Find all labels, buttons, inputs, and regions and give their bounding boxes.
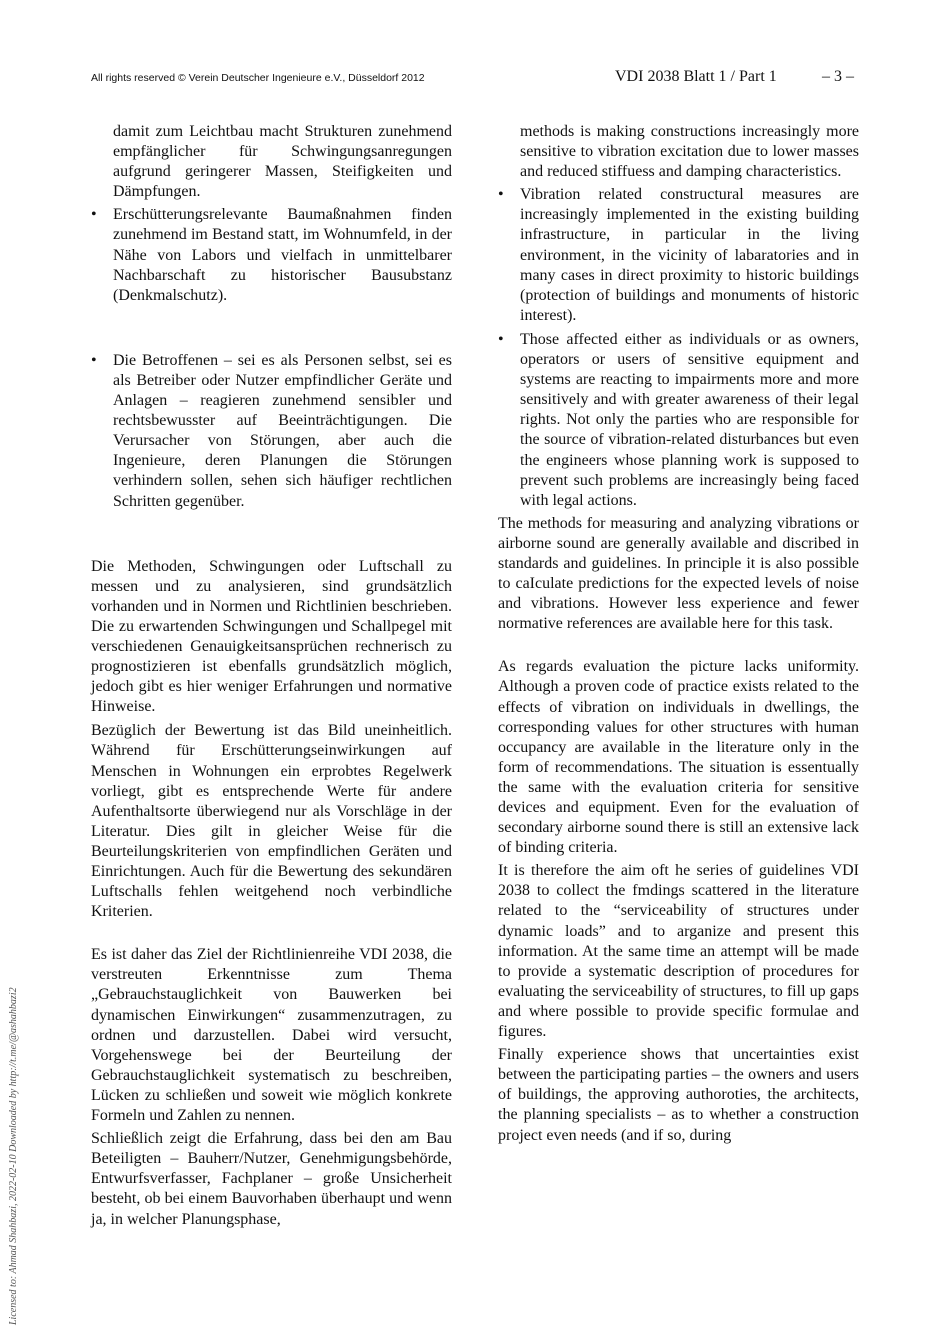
copyright-notice: All rights reserved © Verein Deutscher Ingenieure e.V., Düsseldorf 2012 [91,72,425,84]
license-watermark: Licensed to: Ahmad Shahbazi, 2022-02-10 Downloaded by http://t.me/@ashahbazi2 [8,987,19,1325]
de-bullet-2-text: Die Betroffenen – sei es als Personen selbst, sei es als Betreiber oder Nutzer empfindlicher Geräte und Anlagen – reagieren zunehmend sensibler und rechtsbewusster auf Beeinträchtigungen. Die Verursacher von Störungen, aber auch die Ingenieure, deren Planungen die Störungen verhindern sollen, sehen sich häufiger rechtlichen Schritten gegenüber. [113,351,452,510]
en-paragraph-4: Finally experience shows that uncertainties exist between the participating parties – the owners and users of buildings, the approving authoroties, the architects, the planning specialists – as to whether a construction project even needs (and if so, during [498,1046,859,1144]
en-bullet-continuation: methods is making constructions increasingly more sensitive to vibration excitation due to lower masses and reduced stiffuess and damping characteristics. [520,123,859,181]
en-bullet-1 [498,185,859,326]
german-column [91,122,452,1230]
en-paragraph-3: It is therefore the aim oft he series of guidelines VDI 2038 to collect the fmdings scattered in the literature related to the “serviceability of structures under dynamic loads” and to arganize and present this information. At the same time an attempt will be made to provide a systematic description of procedures for evaluating the serviceability of structures, to fill up gaps and where possible to provide specific formulae and figures. [498,862,859,1041]
de-paragraph-1: Die Methoden, Schwingungen oder Luftschall zu messen und zu analysieren, sind grundsätzlich vorhanden und in Normen und Richtlinien beschrieben. Die zu erwartenden Schwingungen und Schallpegel mit verschiedenen Genauigkeitsansprüchen rechnerisch zu prognostizieren ist ebenfalls grundsätzlich möglich, jedoch gibt es hier weniger Erfahrungen und normative Hinweise. [91,557,452,716]
bullet-marker: • [91,351,97,369]
de-paragraph-3: Es ist daher das Ziel der Richtlinienreihe VDI 2038, die verstreuten Erkenntnisse zum Thema „Gebrauchstauglichkeit von Bauwerken bei dynamischen Einwirkungen“ zusammenzutragen, zu ordnen und darzustellen. Dabei wird versucht, Vorgehenswege bei der Beurteilung der Gebrauchstauglichkeit systematisch zu beschreiben, Lücken zu schließen und soweit wie möglich konkrete Formeln und Zahlen zu nennen. [91,946,452,1125]
en-paragraph-1: The methods for measuring and analyzing vibrations or airborne sound are generally available and discribed in standards and guidelines. In principle it is also possible to caIculate predictions for the expected levels of noise and vibrations. However less experience and fewer normative references are available here for this task. [498,514,859,633]
bullet-marker: • [498,186,504,204]
en-bullet-2 [498,330,859,511]
de-bullet-2 [91,351,452,512]
de-bullet-1-text: Erschütterungsrelevante Baumaßnahmen finden zunehmend im Bestand statt, im Wohnumfeld, in der Nähe von Labors und vielfach in unmittelbarer Nachbarschaft zu historischer Bausubstanz (Denkmalschutz). [113,206,452,304]
de-bullet-1 [91,205,452,305]
page-number: – 3 – [822,68,854,85]
en-bullet-1-text: Vibration related constructural measures are increasingly implemented in the existing building infrastructure, in particular in the living environment, in the vicinity of labaratories and in many cases in direct proximity to historic buildings (protection of buildings and monuments of historic interest). [520,186,859,324]
document-title: VDI 2038 Blatt 1 / Part 1 [615,68,777,85]
english-column [498,122,859,1146]
en-paragraph-2: As regards evaluation the picture lacks uniformity. Although a proven code of practice exists related to the effects of vibration on individuals in dwellings, the corresponding values for other structures with human occupancy are available in the literature only in the form of recommendations. The situation is essentually the same with the evaluation criteria for sensitive devices and equipment. Even for the evaluation of secondary airborne sound there is still an extensive lack of binding criteria. [498,658,859,857]
bullet-marker: • [91,206,97,224]
bullet-marker: • [498,330,504,348]
de-paragraph-2: Bezüglich der Bewertung ist das Bild uneinheitlich. Während für Erschütterungseinwirkungen auf Menschen in Wohnungen ein erprobtes Regelwerk vorliegt, gibt es entsprechende Werte für andere Aufenthaltsorte überwiegend nur als Vorschläge in der Literatur. Dies gilt in gleicher Weise für die Beurteilungskriterien von empfindlichen Geräten und Einrichtungen. Auch für die Bewertung des sekundären Luftschalls fehlen weitgehend noch verbindliche Kriterien. [91,722,452,921]
de-paragraph-4: Schließlich zeigt die Erfahrung, dass bei den am Bau Beteiligten – Bauherr/Nutzer, Genehmigungsbehörde, Entwurfsverfasser, Fachplaner – große Unsicherheit besteht, ob bei einem Bauvorhaben überhaupt und wenn ja, in welcher Planungsphase, [91,1130,452,1228]
en-bullet-2-text: Those affected either as individuals or as owners, operators or users of sensitive equipment and systems are reacting to impairments more and more sensitively and with greater awareness of their legal rights. Not only the parties who are responsible for the source of vibration-related disturbances but even the engineers whose planning work is supposed to prevent such problems are increasingly being faced with legal actions. [520,330,859,509]
de-bullet-continuation: damit zum Leichtbau macht Strukturen zunehmend empfänglicher für Schwingungsanregungen aufgrund geringerer Massen, Steifigkeiten und Dämpfungen. [113,123,452,201]
